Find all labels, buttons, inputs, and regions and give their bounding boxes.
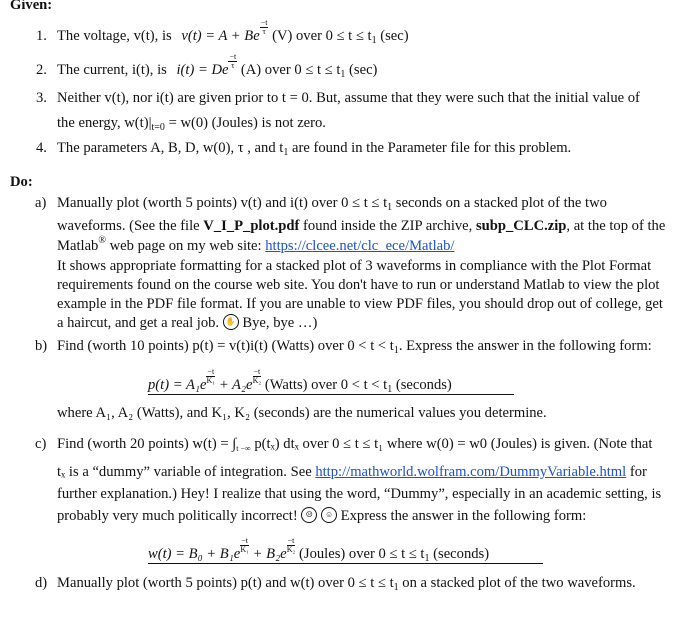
part-b-label: b) — [35, 338, 48, 354]
given-item-4 — [57, 140, 571, 158]
voltage-range-sub: 1 — [371, 35, 377, 46]
given-item-3-line1: Neither v(t), nor i(t) are given prior to t = 0. But, assume that they were such that the initial value of — [57, 90, 640, 106]
part-b-line1 — [57, 338, 652, 356]
given-item-1-text: The voltage, v(t), is — [57, 28, 172, 44]
part-d-label: d) — [35, 575, 48, 591]
energy-sub: t=0 — [151, 122, 165, 133]
smile-emoji-icon: ☺ — [321, 507, 337, 523]
voltage-range: (V) over 0 ≤ t ≤ t — [272, 28, 372, 44]
part-c-line4 — [57, 508, 586, 525]
energy-exp1-den: K₁ — [240, 545, 249, 554]
given-item-3-line2 — [57, 115, 326, 133]
part-a-l1-sub: 1 — [387, 202, 393, 213]
given-item-1: The voltage, v(t), is v(t) = A + Be $\frac{-t}{\tau}$ (V) over $0 \le t \le t_1$ (sec) — [57, 18, 409, 46]
power-exp2-den: K₂ — [252, 376, 262, 385]
current-range: (A) over 0 ≤ t ≤ t — [240, 62, 341, 78]
power-formula: p(t) = A₁e $\frac{-t}{\text{K₁}}$ + A₂e $\frac{-t}{\text{K₂}}$ (Watts) over $0 < t < t_1$ (seconds) — [148, 367, 452, 395]
current-range-tail: (sec) — [345, 62, 378, 78]
given-heading: Given: — [10, 0, 53, 13]
part-b-line3: where A₁, A₂ (Watts), and K₁, K₂ (seconds) are the numerical values you determine. — [57, 405, 547, 421]
given-item-4-text: The parameters A, B, D, w(0), τ , and t — [57, 140, 284, 156]
part-a-line4: It shows appropriate formatting for a stacked plot of 3 waveforms in compliance with the Plot Format — [57, 258, 652, 274]
part-a-l2-pre: waveforms. (See the file — [57, 218, 204, 234]
current-exp-den: τ — [231, 61, 235, 70]
part-a-line2 — [57, 218, 665, 235]
zip-filename: subp_CLC.zip — [475, 218, 567, 234]
part-c-l2-post: for — [626, 464, 647, 480]
part-a-line5: requirements found on the course web site. You don't have to run or understand Matlab to view the plot — [57, 277, 660, 293]
part-c-l1-pre: Find (worth 20 points) w(t) = ∫ — [57, 436, 237, 452]
part-d-l1-pre: Manually plot (worth 5 points) p(t) and w(t) over 0 ≤ t ≤ t — [57, 575, 394, 591]
given-item-2-number: 2. — [36, 62, 47, 78]
power-formula-range: (Watts) over 0 < t < t — [261, 377, 388, 393]
energy-formula: w(t) = B₀ + B₁e $\frac{-t}{\text{K₁}}$ + B₂e $\frac{-t}{\text{K₂}}$ (Joules) over $0 \le t \le t_1$ (seconds) — [148, 536, 490, 564]
part-a-l2-mid: found inside the ZIP archive, — [299, 218, 476, 234]
current-range-sub: 1 — [340, 69, 346, 80]
given-item-1-number: 1. — [36, 28, 47, 44]
part-a-l7-post: Bye, bye …) — [238, 315, 318, 331]
part-a-line1 — [57, 195, 607, 213]
part-b-l1-pre: Find (worth 10 points) p(t) = v(t)i(t) (Watts) over 0 < t < t — [57, 338, 394, 354]
power-exp1-den: K₁ — [206, 376, 216, 385]
integral-limits: t −∞ — [236, 444, 251, 453]
given-item-2-text: The current, i(t), is — [57, 62, 167, 78]
power-formula-lhs: p(t) = A₁e — [148, 377, 207, 393]
power-formula-sub: 1 — [387, 384, 393, 395]
voltage-exp-den: τ — [262, 27, 266, 36]
part-a-label: a) — [35, 195, 47, 211]
part-a-l2-post: , at the top of the — [566, 218, 666, 234]
part-c-l1-post: p(tₓ) dtₓ over 0 ≤ t ≤ t₁ where w(0) = w0 (Joules) is given. (Note that — [250, 436, 653, 452]
part-c-line2 — [57, 464, 647, 481]
part-a-line7 — [57, 315, 317, 332]
current-formula: i(t) = De — [176, 62, 229, 78]
energy-post: = w(0) (Joules) is not zero. — [164, 115, 326, 131]
do-heading: Do: — [10, 174, 33, 190]
energy-exp2-den: K₂ — [286, 545, 296, 554]
part-a-l3-mid: web page on my web site: — [105, 238, 266, 254]
dummy-variable-link[interactable]: http://mathworld.wolfram.com/DummyVariable.html — [315, 464, 627, 480]
part-b-l1-post: . Express the answer in the following form: — [398, 338, 652, 354]
matlab-link[interactable]: https://clcee.net/clc_ece/Matlab/ — [265, 238, 455, 254]
pdf-filename: V_I_P_plot.pdf — [203, 218, 300, 234]
part-c-l4-pre: probably very much politically incorrect! — [57, 508, 302, 524]
part-c-line3: further explanation.) Hey! I realize that using the word, “Dummy”, especially in an academic setting, is — [57, 486, 662, 502]
waving-emoji-icon: ✋ — [223, 314, 239, 330]
energy-formula-range: (Joules) over 0 ≤ t ≤ t — [295, 546, 425, 562]
voltage-formula: v(t) = A + Be — [181, 28, 260, 44]
given-item-4-tail: are found in the Parameter file for this problem. — [288, 140, 572, 156]
part-a-line3 — [57, 235, 455, 256]
part-c-line1 — [57, 436, 652, 454]
part-a-l3-pre: Matlab — [57, 238, 99, 254]
energy-formula-lhs: w(t) = B₀ + B₁e — [148, 546, 241, 562]
energy-exp2-num: t — [292, 536, 295, 545]
part-d-l1-post: on a stacked plot of the two waveforms. — [398, 575, 636, 591]
part-a-line6: example in the PDF file format. If you are unable to view PDF files, you should drop out of college, get — [57, 296, 663, 312]
given-item-4-sub: 1 — [283, 147, 289, 158]
part-d-l1-sub: 1 — [393, 582, 399, 593]
energy-exp1-num: t — [245, 536, 249, 545]
registered-mark: ® — [98, 235, 106, 246]
part-a-l1-pre: Manually plot (worth 5 points) v(t) and i(t) over 0 ≤ t ≤ t — [57, 195, 388, 211]
energy-formula-tail: (seconds) — [429, 546, 490, 562]
power-formula-mid: + A₂e — [215, 377, 253, 393]
given-item-4-number: 4. — [36, 140, 47, 156]
energy-text: the energy, w(t)| — [57, 115, 152, 131]
part-c-l4-post: Express the answer in the following form: — [337, 508, 587, 524]
part-d-line1 — [57, 575, 636, 593]
power-exp2-num: t — [258, 367, 261, 376]
power-formula-underline — [148, 394, 514, 395]
part-c-label: c) — [35, 436, 47, 452]
part-b-l1-sub: 1 — [393, 345, 399, 356]
energy-formula-sub: 1 — [424, 553, 430, 564]
energy-formula-underline — [148, 563, 543, 564]
given-item-2: The current, i(t), is i(t) = De $\frac{-t}{\tau}$ (A) over $0 \le t \le t_1$ (sec) — [57, 52, 378, 80]
energy-formula-mid: + B₂e — [249, 546, 287, 562]
voltage-range-tail: (sec) — [376, 28, 409, 44]
current-exp-num: t — [234, 52, 237, 61]
given-item-3-number: 3. — [36, 90, 47, 106]
part-a-l7-pre: a haircut, and get a real job. — [57, 315, 223, 331]
power-exp1-num: t — [211, 367, 215, 376]
part-c-l2-pre: tₓ is a “dummy” variable of integration. See — [57, 464, 316, 480]
power-formula-tail: (seconds) — [392, 377, 452, 393]
part-a-l1-post: seconds on a stacked plot of the two — [392, 195, 607, 211]
shocked-emoji-icon: ☹ — [301, 507, 317, 523]
voltage-exp-num: t — [265, 18, 268, 27]
